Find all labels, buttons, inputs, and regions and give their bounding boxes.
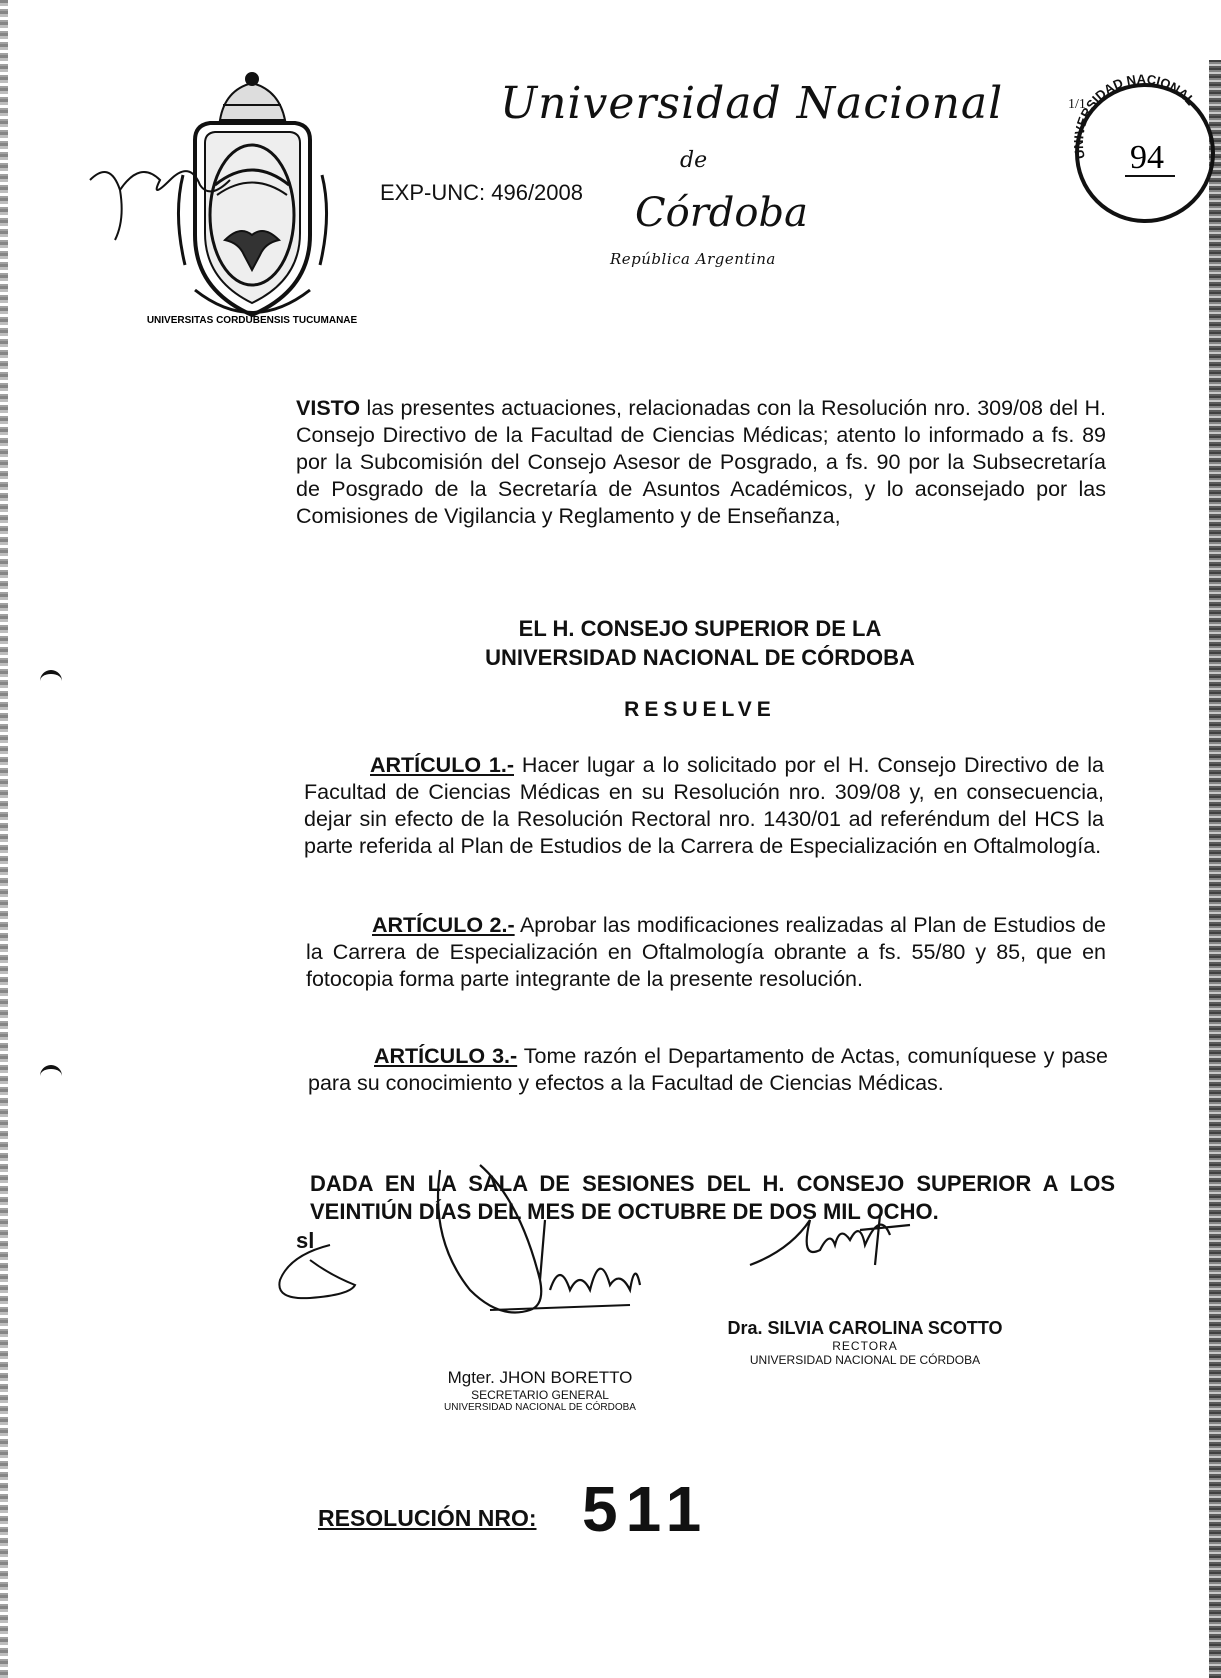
article-1 [304, 752, 1104, 860]
scan-mark [40, 1065, 62, 1079]
secretary-name: Mgter. JHON BORETTO [447, 1368, 633, 1387]
rector-title: RECTORA [832, 1339, 898, 1353]
article-3-label: ARTÍCULO 3.- [374, 1044, 518, 1068]
article-3-text: Tome razón el Departamento de Actas, comuníquese y pase para su conocimiento y efectos a la Facultad de Ciencias Médicas. [308, 1044, 1108, 1095]
folio-number: 94 [1130, 139, 1164, 176]
page-count: 1/1 [1068, 97, 1086, 112]
rector-name: Dra. SILVIA CAROLINA SCOTTO [727, 1318, 1003, 1338]
scan-mark [40, 670, 62, 684]
handwritten-initials-left [80, 140, 260, 260]
folio-stamp [1065, 68, 1215, 228]
scan-left-edge [0, 0, 8, 1678]
secretary-signature [430, 1160, 660, 1350]
university-name: Universidad Nacional [500, 78, 1004, 129]
council-line2: UNIVERSIDAD NACIONAL DE CÓRDOBA [485, 645, 915, 670]
resolution-number: 511 [582, 1473, 710, 1545]
article-2 [306, 912, 1106, 993]
rector-signature [740, 1190, 920, 1280]
article-1-text: Hacer lugar a lo solicitado por el H. Consejo Directivo de la Facultad de Ciencias Médicas en su Resolución nro. 309/08 y, en consecuencia, dejar sin efecto de la Resolución Rectoral nro. 1430/01 ad referéndum del HCS la parte referida al Plan de Estudios de la Carrera de Especialización en Oftalmología. [304, 753, 1104, 858]
expediente-number: EXP-UNC: 496/2008 [380, 180, 583, 205]
rector-block [720, 1318, 1010, 1367]
visto-lead: VISTO [296, 396, 361, 420]
secretary-block [420, 1368, 660, 1413]
scan-right-edge [1209, 60, 1221, 1678]
closing-statement: DADA EN LA SALA DE SESIONES DEL H. CONSEJO SUPERIOR A LOS VEINTIÚN DÍAS DEL MES DE OCTUBRE DE DOS MIL OCHO. [310, 1171, 1115, 1224]
article-2-text: Aprobar las modificaciones realizadas al Plan de Estudios de la Carrera de Especialización en Oftalmología obrante a fs. 55/80 y 85, que en fotocopia forma parte integrante de la presente resolución. [306, 913, 1106, 991]
seal-motto: UNIVERSITAS CORDUBENSIS TUCUMANAE [146, 315, 358, 326]
rector-institution: UNIVERSIDAD NACIONAL DE CÓRDOBA [749, 1353, 981, 1367]
secretary-title: SECRETARIO GENERAL [471, 1388, 609, 1402]
resuelve-heading: RESUELVE [624, 698, 776, 721]
country-name: República Argentina [610, 250, 776, 268]
resolution-label: RESOLUCIÓN NRO: [318, 1505, 537, 1531]
visto-text: las presentes actuaciones, relacionadas con la Resolución nro. 309/08 del H. Consejo Directivo de la Facultad de Ciencias Médicas; atento lo informado a fs. 89 por la Subcomisión del Consejo Asesor de Posgrado, a fs. 90 por la Subsecretaría de Posgrado de la Secretaría de Asuntos Académicos, y lo aconsejado por las Comisiones de Vigilancia y Reglamento y de Enseñanza, [296, 396, 1106, 528]
initials: sl [296, 1228, 315, 1253]
article-1-label: ARTÍCULO 1.- [370, 753, 514, 777]
university-de: de [680, 148, 708, 173]
article-2-label: ARTÍCULO 2.- [372, 913, 515, 937]
secretary-institution: UNIVERSIDAD NACIONAL DE CÓRDOBA [444, 1402, 636, 1413]
handwritten-mark [270, 1240, 370, 1310]
article-3 [308, 1043, 1108, 1097]
council-line1: EL H. CONSEJO SUPERIOR DE LA [518, 616, 882, 641]
council-heading [300, 614, 1100, 672]
visto-paragraph [296, 395, 1106, 530]
university-city: Córdoba [635, 190, 808, 236]
stamp-text: UNIVERSIDAD NACIONAL [1071, 71, 1199, 161]
